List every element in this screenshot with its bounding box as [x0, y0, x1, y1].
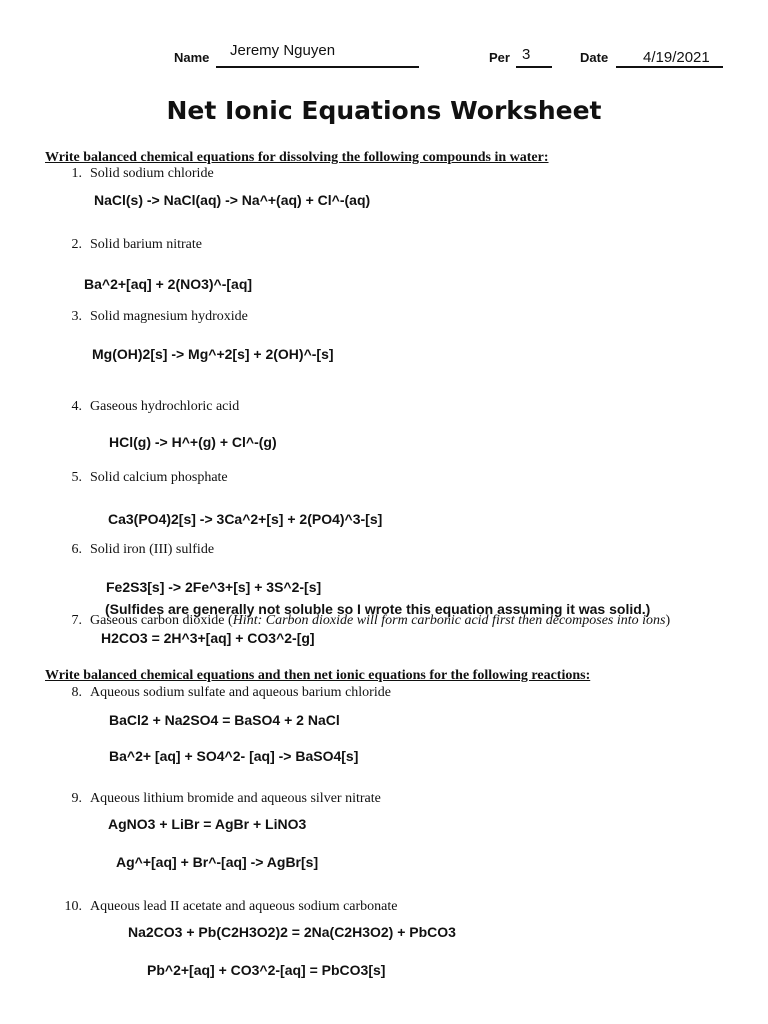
- question-text: Solid magnesium hydroxide: [90, 309, 248, 324]
- question-text: Aqueous sodium sulfate and aqueous barium chloride: [90, 685, 391, 700]
- period-label: Per: [489, 50, 510, 65]
- question-text: Gaseous hydrochloric acid: [90, 399, 240, 414]
- question-hint: Hint: Carbon dioxide will form carbonic acid first then decomposes into ions: [232, 613, 666, 628]
- answer-2[interactable]: Ba^2+[aq] + 2(NO3)^-[aq]: [84, 276, 253, 292]
- date-label: Date: [580, 50, 609, 65]
- name-label: Name: [174, 50, 210, 65]
- question-text: Solid calcium phosphate: [90, 470, 228, 485]
- question-3: [60, 309, 248, 325]
- question-number: 7.: [71, 613, 82, 628]
- answer-5[interactable]: Ca3(PO4)2[s] -> 3Ca^2+[s] + 2(PO4)^3-[s]: [108, 511, 383, 527]
- answer-10-balanced[interactable]: Na2CO3 + Pb(C2H3O2)2 = 2Na(C2H3O2) + PbCO3: [128, 924, 456, 940]
- answer-3[interactable]: Mg(OH)2[s] -> Mg^+2[s] + 2(OH)^-[s]: [92, 346, 334, 362]
- answer-1[interactable]: NaCl(s) -> NaCl(aq) -> Na^+(aq) + Cl^-(aq): [94, 192, 371, 208]
- answer-6-note[interactable]: (Sulfides are generally not soluble so I wrote this equation assuming it was solid.): [105, 601, 651, 617]
- section-heading-dissolving: Write balanced chemical equations for dissolving the following compounds in water:: [45, 150, 549, 165]
- question-number: 2.: [71, 237, 82, 252]
- question-8: [60, 685, 391, 701]
- question-number: 8.: [71, 685, 82, 700]
- question-6: [60, 542, 214, 558]
- answer-6[interactable]: Fe2S3[s] -> 2Fe^3+[s] + 3S^2-[s]: [106, 579, 322, 595]
- question-9: [60, 791, 381, 807]
- question-text: Solid iron (III) sulfide: [90, 542, 215, 557]
- question-number: 5.: [71, 470, 82, 485]
- question-text-end: ): [665, 613, 671, 628]
- question-number: 4.: [71, 399, 82, 414]
- answer-9-balanced[interactable]: AgNO3 + LiBr = AgBr + LiNO3: [108, 816, 307, 832]
- question-4: [60, 399, 239, 415]
- section-heading-reactions: Write balanced chemical equations and then net ionic equations for the following reactions:: [45, 668, 591, 683]
- question-text: Solid sodium chloride: [90, 166, 214, 181]
- answer-9-net-ionic[interactable]: Ag^+[aq] + Br^-[aq] -> AgBr[s]: [116, 854, 319, 870]
- question-number: 3.: [71, 309, 82, 324]
- question-7: [60, 613, 670, 629]
- name-value[interactable]: Jeremy Nguyen: [230, 42, 336, 59]
- question-5: [60, 470, 228, 486]
- question-2: [60, 237, 202, 253]
- question-number: 9.: [71, 791, 82, 806]
- answer-7[interactable]: H2CO3 = 2H^3+[aq] + CO3^2-[g]: [101, 630, 315, 646]
- period-value[interactable]: 3: [522, 46, 531, 63]
- question-10: [60, 899, 398, 915]
- answer-4[interactable]: HCl(g) -> H^+(g) + Cl^-(g): [109, 434, 277, 450]
- question-number: 6.: [71, 542, 82, 557]
- question-text: Aqueous lithium bromide and aqueous silver nitrate: [90, 791, 381, 806]
- answer-10-net-ionic[interactable]: Pb^2+[aq] + CO3^2-[aq] = PbCO3[s]: [147, 962, 386, 978]
- question-number: 1.: [71, 166, 82, 181]
- date-value[interactable]: 4/19/2021: [643, 49, 710, 66]
- answer-8-net-ionic[interactable]: Ba^2+ [aq] + SO4^2- [aq] -> BaSO4[s]: [109, 748, 359, 764]
- question-text: Aqueous lead II acetate and aqueous sodium carbonate: [90, 899, 398, 914]
- question-text: Gaseous carbon dioxide (: [90, 613, 233, 628]
- page-title: Net Ionic Equations Worksheet: [166, 96, 602, 125]
- question-1: [60, 166, 214, 182]
- question-number: 10.: [64, 899, 82, 914]
- answer-8-balanced[interactable]: BaCl2 + Na2SO4 = BaSO4 + 2 NaCl: [109, 712, 340, 728]
- question-text: Solid barium nitrate: [90, 237, 202, 252]
